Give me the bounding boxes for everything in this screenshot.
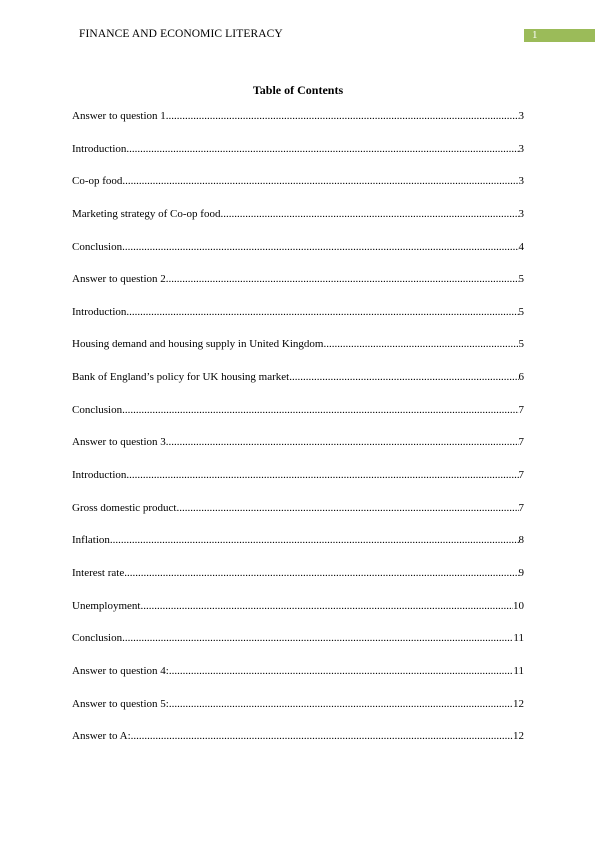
toc-entry[interactable] [72, 534, 524, 567]
toc-entry-page: 3 [518, 110, 524, 122]
toc-dot-leader [169, 665, 514, 677]
toc-entry-label: Answer to question 4: [72, 664, 169, 677]
toc-entry-label: Inflation [72, 534, 110, 547]
toc-entry-label: Bank of England’s policy for UK housing market [72, 371, 290, 384]
toc-entry[interactable] [72, 600, 524, 633]
toc-entry-label: Introduction [72, 469, 127, 482]
toc-dot-leader [126, 306, 518, 318]
toc-entry-page: 7 [518, 501, 524, 514]
toc-entry-label: Conclusion [72, 632, 123, 645]
toc-entry[interactable] [72, 502, 524, 535]
toc-entry-label: Answer to A: [72, 730, 131, 743]
toc-entry[interactable] [72, 469, 524, 502]
toc-dot-leader [122, 241, 518, 253]
toc-dot-leader [323, 338, 518, 350]
toc-entry-page: 5 [518, 338, 524, 351]
toc-entry-page: 6 [518, 371, 524, 384]
toc-entry-page: 5 [518, 273, 524, 286]
toc-entry-label: Housing demand and housing supply in United Kingdom [72, 338, 324, 351]
toc-entry[interactable] [72, 110, 524, 143]
toc-entry[interactable] [72, 436, 524, 469]
toc-entry[interactable] [72, 404, 524, 437]
toc-dot-leader [220, 208, 518, 220]
toc-list [72, 110, 524, 763]
toc-dot-leader [166, 436, 519, 448]
toc-dot-leader [126, 143, 518, 155]
toc-entry[interactable] [72, 175, 524, 208]
toc-dot-leader [110, 534, 519, 546]
toc-dot-leader [166, 110, 519, 122]
toc-dot-leader [122, 632, 513, 644]
toc-entry-label: Conclusion [72, 403, 123, 416]
toc-entry[interactable] [72, 567, 524, 600]
toc-entry-page: 11 [513, 664, 524, 677]
toc-heading: Table of Contents [252, 83, 344, 97]
toc-entry-page: 12 [513, 730, 524, 743]
toc-entry[interactable] [72, 143, 524, 176]
toc-entry-page: 8 [518, 534, 524, 547]
page-number: 1 [532, 29, 538, 41]
toc-entry-page: 12 [513, 697, 524, 710]
page-number-badge [524, 29, 595, 42]
toc-entry-label: Conclusion [72, 240, 123, 253]
toc-dot-leader [289, 371, 518, 383]
toc-dot-leader [122, 404, 518, 416]
toc-entry-page: 4 [518, 240, 524, 253]
toc-dot-leader [126, 469, 518, 481]
toc-entry[interactable] [72, 730, 524, 763]
toc-entry[interactable] [72, 698, 524, 731]
toc-entry-label: Answer to question 5: [72, 697, 169, 710]
toc-dot-leader [131, 730, 513, 742]
toc-entry-label: Answer to question 2 [72, 273, 166, 286]
toc-entry-label: Marketing strategy of Co-op food [72, 207, 221, 220]
toc-dot-leader [166, 273, 519, 285]
toc-entry[interactable] [72, 338, 524, 371]
toc-entry-page: 5 [518, 305, 524, 318]
toc-entry-page: 3 [518, 207, 524, 220]
toc-entry-page: 7 [518, 436, 524, 449]
toc-entry-page: 11 [513, 632, 524, 645]
toc-dot-leader [176, 502, 518, 514]
toc-entry-label: Interest rate [72, 566, 125, 579]
toc-entry-label: Unemployment [72, 599, 141, 612]
toc-entry-label: Answer to question 3 [72, 436, 166, 449]
toc-entry-page: 9 [518, 566, 524, 579]
toc-entry-label: Answer to question 1 [72, 110, 166, 122]
toc-entry-label: Introduction [72, 305, 127, 318]
toc-entry-label: Introduction [72, 142, 127, 155]
toc-entry[interactable] [72, 371, 524, 404]
running-header-title: FINANCE AND ECONOMIC LITERACY [79, 28, 283, 40]
toc-entry-label: Co-op food [72, 175, 123, 188]
toc-entry[interactable] [72, 208, 524, 241]
toc-entry-page: 3 [518, 175, 524, 188]
toc-entry[interactable] [72, 306, 524, 339]
toc-entry[interactable] [72, 273, 524, 306]
toc-entry-page: 7 [518, 469, 524, 482]
toc-dot-leader [169, 698, 513, 710]
toc-entry-page: 3 [518, 142, 524, 155]
toc-entry[interactable] [72, 632, 524, 665]
toc-dot-leader [124, 567, 518, 579]
toc-entry[interactable] [72, 665, 524, 698]
toc-entry-page: 10 [513, 599, 524, 612]
toc-entry-page: 7 [518, 403, 524, 416]
toc-entry-label: Gross domestic product [72, 501, 177, 514]
toc-entry[interactable] [72, 241, 524, 274]
toc-dot-leader [140, 600, 513, 612]
toc-dot-leader [122, 175, 518, 187]
